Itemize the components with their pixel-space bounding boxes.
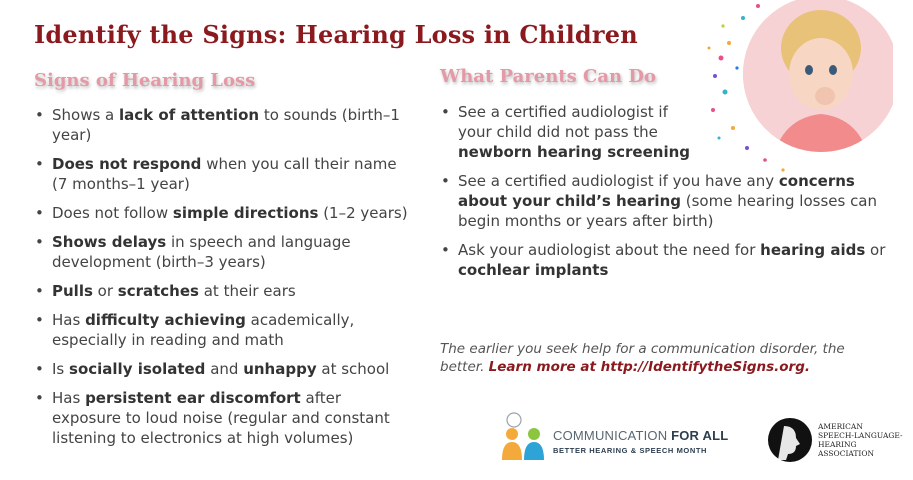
signs-heading: Signs of Hearing Loss: [34, 70, 256, 91]
cfa-people-icon: [498, 410, 550, 462]
asha-wordmark: AMERICAN SPEECH-LANGUAGE- HEARING ASSOCIATION: [818, 422, 903, 458]
signs-list: [34, 105, 414, 457]
list-item: • See a certified audiologist if you have any concerns about your child’s hearing (some hearing losses can begin months or years after birth): [440, 171, 900, 231]
list-item: • Pulls or scratches at their ears: [34, 281, 414, 301]
list-item: • Shows delays in speech and language development (birth–3 years): [34, 232, 414, 272]
list-item: • Has difficulty achieving academically, especially in reading and math: [34, 310, 414, 350]
cfa-subtitle: BETTER HEARING & SPEECH MONTH: [553, 446, 708, 455]
list-item: • Shows a lack of attention to sounds (birth–1 year): [34, 105, 414, 145]
list-item: • See a certified audiologist if your child did not pass the newborn hearing screening: [440, 102, 698, 162]
communication-for-all-logo: [498, 410, 743, 462]
cfa-wordmark: COMMUNICATION FOR ALL: [553, 428, 729, 443]
learn-more-link[interactable]: Learn more at http://IdentifytheSigns.org.: [488, 359, 811, 375]
list-item: • Does not respond when you call their name (7 months–1 year): [34, 154, 414, 194]
list-item: • Is socially isolated and unhappy at school: [34, 359, 414, 379]
page-title: Identify the Signs: Hearing Loss in Children: [34, 20, 638, 49]
parents-heading: What Parents Can Do: [440, 66, 656, 87]
parents-list: [440, 102, 900, 289]
asha-profile-icon: [766, 416, 814, 464]
list-item: • Ask your audiologist about the need for hearing aids or cochlear implants: [440, 240, 900, 280]
list-item: • Has persistent ear discomfort after exposure to loud noise (regular and constant listening to electronics at high volumes): [34, 388, 414, 448]
list-item: • Does not follow simple directions (1–2 years): [34, 203, 414, 223]
help-note: The earlier you seek help for a communication disorder, the better. Learn more at http://IdentifytheSigns.org.: [440, 341, 845, 375]
asha-logo: [766, 416, 906, 466]
